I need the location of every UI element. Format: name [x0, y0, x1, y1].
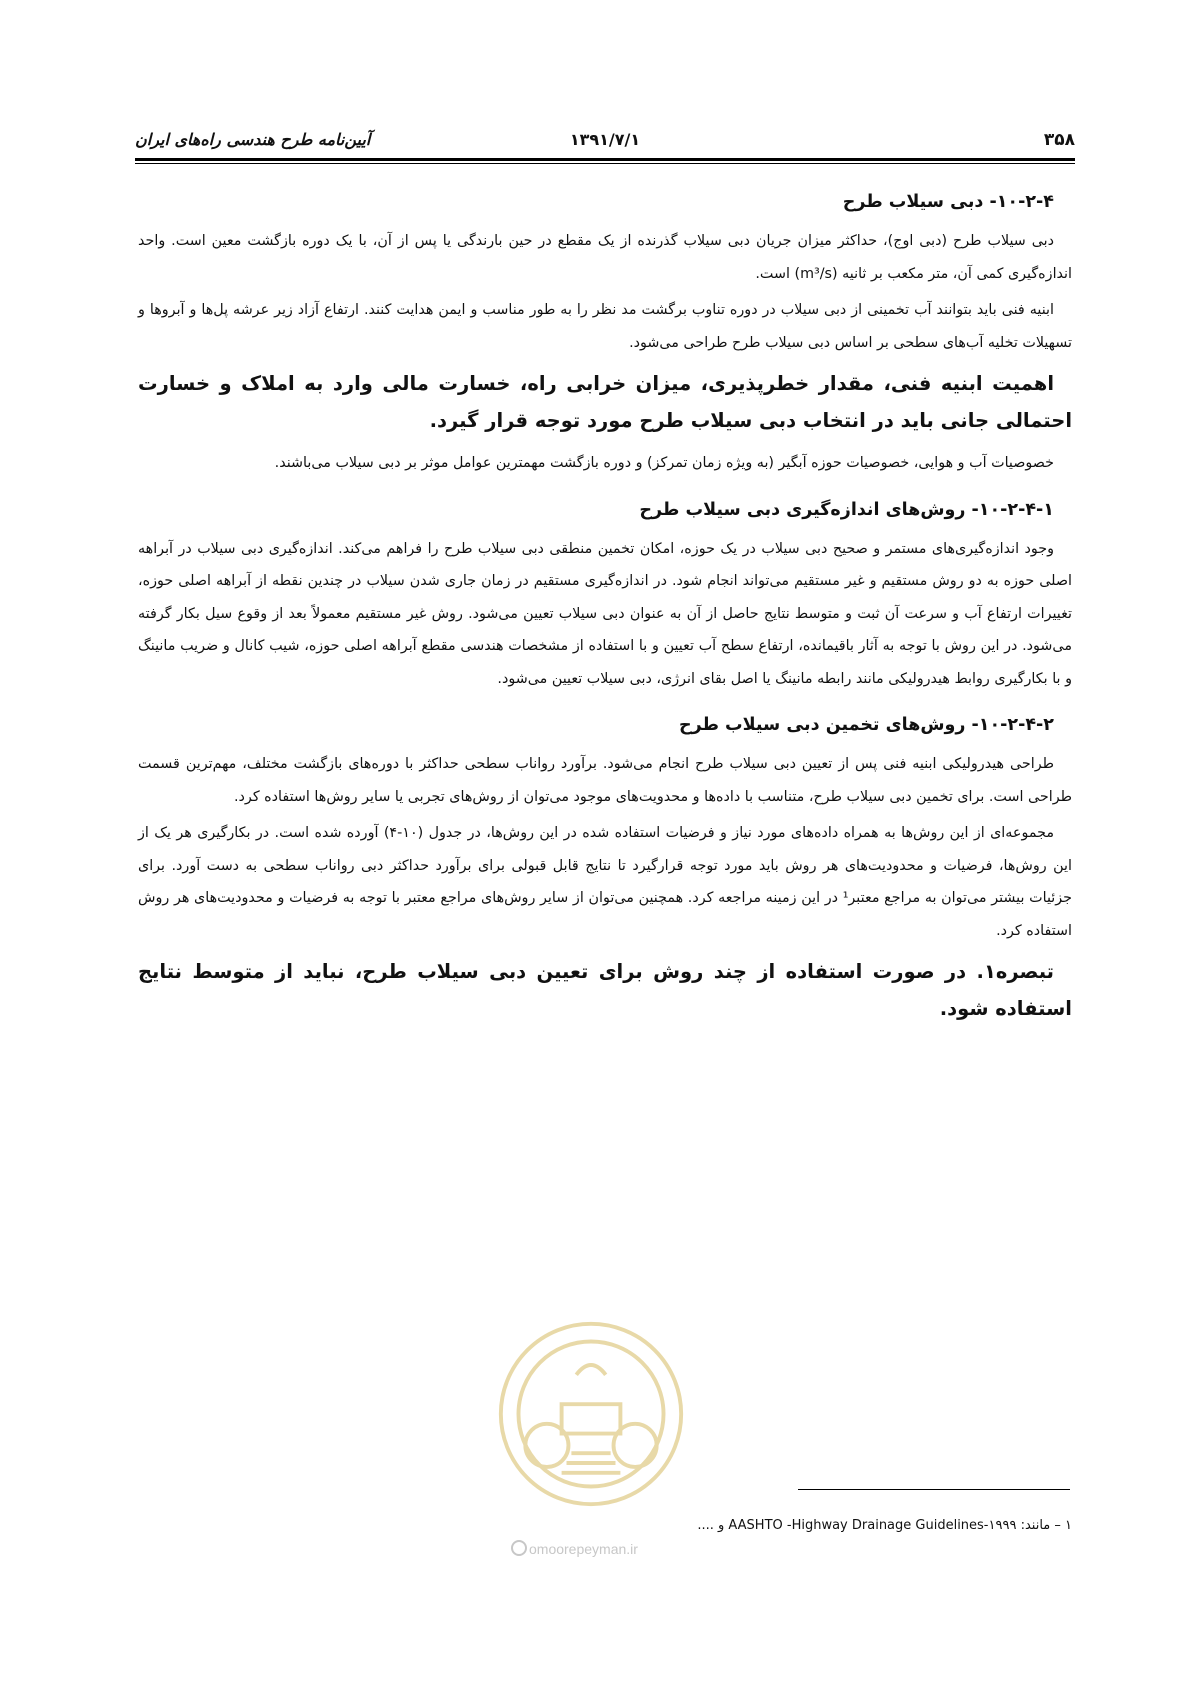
watermark: [511, 1540, 638, 1557]
header-date: ۱۳۹۱/۷/۱: [569, 130, 641, 149]
note-1: تبصره۱. در صورت استفاده از چند روش برای تعیین دبی سیلاب طرح، نباید از متوسط نتایج استفاده شود.: [138, 960, 1072, 1020]
instagram-icon: [511, 1540, 527, 1556]
paragraph-design: طراحی هیدرولیکی ابنیه فنی پس از تعیین دبی سیلاب طرح انجام می‌شود. برآورد رواناب سطحی حداکثر با دوره‌های بازگشت مختلف، مهم‌ترین قسمت طراحی است. برای تخمین دبی سیلاب طرح، متناسب با داده‌ها و محدویت‌های موجود می‌توان از روش‌های تجربی یا سایر روش‌ها استفاده کرد.: [138, 756, 1072, 805]
spacer: [138, 699, 1072, 715]
spacer: [138, 484, 1072, 500]
paragraph-structures: ابنیه فنی باید بتوانند آب تخمینی از دبی سیلاب در دوره تناوب برگشت مد نظر را به طور مناسب و ایمن هدایت کنند. ارتفاع آزاد زیر عرشه پل‌ها و آبروها و تسهیلات تخلیه آب‌های سطحی بر اساس دبی سیلاب طرح طراحی می‌شود.: [138, 302, 1072, 351]
book-title: آیین‌نامه طرح هندسی راه‌های ایران: [135, 130, 371, 149]
subsection-heading-estimation: ۱۰-۲-۴-۲- روش‌های تخمین دبی سیلاب طرح: [678, 715, 1054, 735]
footnote-rule: [798, 1489, 1070, 1490]
paragraph-importance: اهمیت ابنیه فنی، مقدار خطرپذیری، میزان خرابی راه، خسارت مالی وارد به املاک و خسارت احتمالی جانی باید در انتخاب دبی سیلاب طرح مورد توجه قرار گیرد.: [138, 372, 1072, 432]
header-rule-thin: [135, 163, 1075, 164]
paragraph-measurement: وجود اندازه‌گیری‌های مستمر و صحیح دبی سیلاب در یک حوزه، امکان تخمین منطقی دبی سیلاب طرح را فراهم می‌کند. اندازه‌گیری دبی سیلاب در آبراهه اصلی حوزه به دو روش مستقیم و غیر مستقیم می‌تواند انجام شود. در اندازه‌گیری مستقیم در زمان جاری شدن سیلاب در چندین نقطه از آبراهه اصلی حوزه، تغییرات ارتفاع آب و سرعت آن ثبت و متوسط نتایج حاصل از آن به عنوان دبی سیلاب تعیین می‌شود. روش غیر مستقیم معمولاً بعد از وقوع سیل بکار گرفته می‌شود. در این روش با توجه به آثار باقیمانده، ارتفاع سطح آب تعیین و با استفاده از مشخصات هندسی مقطع آبراهه اصلی حوزه، شیب کانال و ضریب مانینگ و با بکارگیری روابط هیدرولیکی مانند رابطه مانینگ یا اصل بقای انرژی، دبی سیلاب تعیین می‌شود.: [138, 540, 1072, 687]
subsection-heading-measurement: ۱۰-۲-۴-۱- روش‌های اندازه‌گیری دبی سیلاب طرح: [639, 499, 1054, 520]
paragraph-methods: مجموعه‌ای از این روش‌ها به همراه داده‌های مورد نیاز و فرضیات استفاده شده در این روش‌ها، در جدول (۱۰-۴) آورده شده است. در بکارگیری هر یک از این روش‌ها، فرضیات و محدودیت‌های هر روش باید مورد توجه قرارگیرد تا نتایج قابل قبولی برای برآورد حداکثر دبی رواناب سطحی به دست آورد. برای جزئیات بیشتر می‌توان به مراجع معتبر¹ در این زمینه مراجعه کرد. همچنین می‌توان از سایر روش‌های مراجع معتبر با توجه به فرضیات و محدودیت‌های هر روش استفاده کرد.: [138, 825, 1072, 939]
footnote: ۱ – مانند: AASHTO -Highway Drainage Guidelines-۱۹۹۹ و ....: [697, 1518, 1072, 1533]
header-rule-thick: [135, 158, 1075, 161]
paragraph-factors: خصوصیات آب و هوایی، خصوصیات حوزه آبگیر (به ویژه زمان تمرکز) و دوره بازگشت مهمترین عوامل موثر بر دبی سیلاب می‌باشند.: [274, 455, 1054, 471]
seal-icon: [493, 1316, 689, 1512]
section-heading: ۱۰-۲-۴- دبی سیلاب طرح: [842, 192, 1054, 212]
watermark-text: omoorepeyman.ir: [529, 1541, 638, 1557]
page-number: ۳۵۸: [1043, 130, 1075, 150]
page-body: [138, 192, 1072, 1035]
paragraph-definition: دبی سیلاب طرح (دبی اوج)، حداکثر میزان جریان دبی سیلاب گذرنده از یک مقطع در حین بارندگی یا پس از آن، با یک دوره بازگشت معین است. واحد اندازه‌گیری کمی آن، متر مکعب بر ثانیه (m³/s) است.: [138, 233, 1072, 282]
